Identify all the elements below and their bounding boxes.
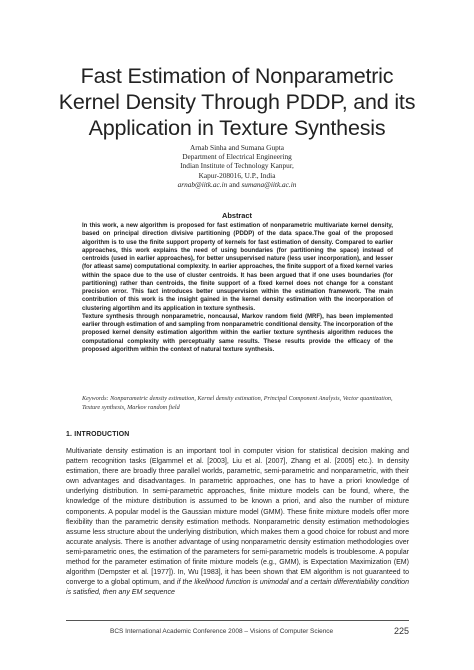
author-address: Kapur-208016, U.P., India bbox=[198, 170, 276, 180]
author-block bbox=[60, 143, 414, 189]
footer-rule bbox=[66, 620, 409, 621]
abstract-paragraph-2: Texture synthesis through nonparametric, noncausal, Markov random field (MRF), has been implemented earlier through estimation of and sampling from nonparametric conditional density. The incorporation of the proposed kernel density estimation algorithm within the earlier texture synthesis algorithm reduces the computational complexity with perceptually same results. These results provide the efficacy of the proposed algorithm within the context of natural texture synthesis. bbox=[82, 313, 393, 353]
author-department: Department of Electrical Engineering bbox=[182, 152, 292, 162]
title-line-3: Application in Texture Synthesis bbox=[88, 116, 386, 140]
keywords: Keywords: Nonparametric density estimation, Kernel density estimation, Principal Component Analysis, Vector quantization, Texture synthesis, Markov random field bbox=[82, 395, 393, 411]
introduction-text: Multivariate density estimation is an important tool in computer vision for statistical decision making and pattern recognition tasks (Elgammel et al. [2003], Liu et al. [2007], Zhang et al. [2005] etc.). In density estimation, there are broadly three parallel worlds, parametric, semi-parametric and nonparametric, with their own advantages and disadvantages. In parametric approaches, one has to have a priori knowledge of underlying distribution. In semi-parametric approaches, finite mixture models can be found, where, the knowledge of the mixture distribution is assumed to be known a priori, and also the number of mixture components. A popular model is the Gaussian mixture model (GMM). These finite mixture models offer more flexibility than the parametric density estimation methods. Nonparametric density estimation methodologies assume less structure about the underlying distribution, which makes them a good choice for robust and more accurate analysis. There is another advantage of using nonparametric density estimation methodologies over semi-parametric ones, the estimation of the parameters for semi-parametric models is troublesome. A popular method for the parameter estimation of finite mixture models (e.g., GMM), is Expectation Maximization (EM) algorithm (Dempster et al. [1977]). In, Wu [1983], it has been shown that EM algorithm is not guaranteed to converge to a global optimum, and bbox=[66, 448, 409, 587]
introduction-body bbox=[66, 447, 409, 598]
author-email-1: arnab@iitk.ac.in bbox=[177, 179, 228, 189]
author-emails bbox=[60, 180, 414, 189]
introduction-paragraph bbox=[66, 447, 409, 598]
abstract-body bbox=[82, 222, 393, 354]
author-email-2: sumana@iitk.ac.in bbox=[241, 179, 297, 189]
abstract-heading: Abstract bbox=[222, 211, 252, 220]
title-line-2: Kernel Density Through PDDP, and its bbox=[58, 90, 416, 114]
section-heading-introduction: 1. INTRODUCTION bbox=[66, 431, 130, 438]
introduction-italic-text: if the likelihood function is unimodal and a certain differentiability condition is satisfied, then any EM sequence bbox=[66, 579, 410, 597]
page-number: 225 bbox=[393, 626, 409, 636]
abstract-paragraph-1: In this work, a new algorithm is proposed for fast estimation of nonparametric multivariate kernel density, based on principal direction divisive partitioning (PDDP) of the data space.The goal of the proposed algorithm is to use the finite support property of kernels for fast estimation of density. Compared to earlier approaches, this work explains the need of using boundaries (for partitioning the space) instead of centroids (used in earlier approaches), for better unsupervised nature (less user incorporation), and lesser (for atleast same) computational complexity. In earlier approaches, the finite support of a fixed kernel varies within the space due to the use of cluster centroids. It has been argued that if one uses boundaries (for partitioning) rather than centroids, the finite support of a fixed kernel does not change for a constant precision error. This fact introduces better unsupervision within the estimation framework. The main contribution of this work is the insight gained in the kernel density estimation with the incorporation of clustering algortihm and its application in texture synthesis. bbox=[82, 223, 393, 312]
title-line-1: Fast Estimation of Nonparametric bbox=[80, 64, 394, 88]
footer-conference: BCS International Academic Conference 2008 – Visions of Computer Science bbox=[110, 628, 334, 635]
author-institute: Indian Institute of Technology Kanpur, bbox=[180, 161, 294, 171]
author-email-and: and bbox=[227, 179, 242, 189]
author-names: Arnab Sinha and Sumana Gupta bbox=[189, 143, 285, 152]
paper-title bbox=[40, 63, 434, 141]
